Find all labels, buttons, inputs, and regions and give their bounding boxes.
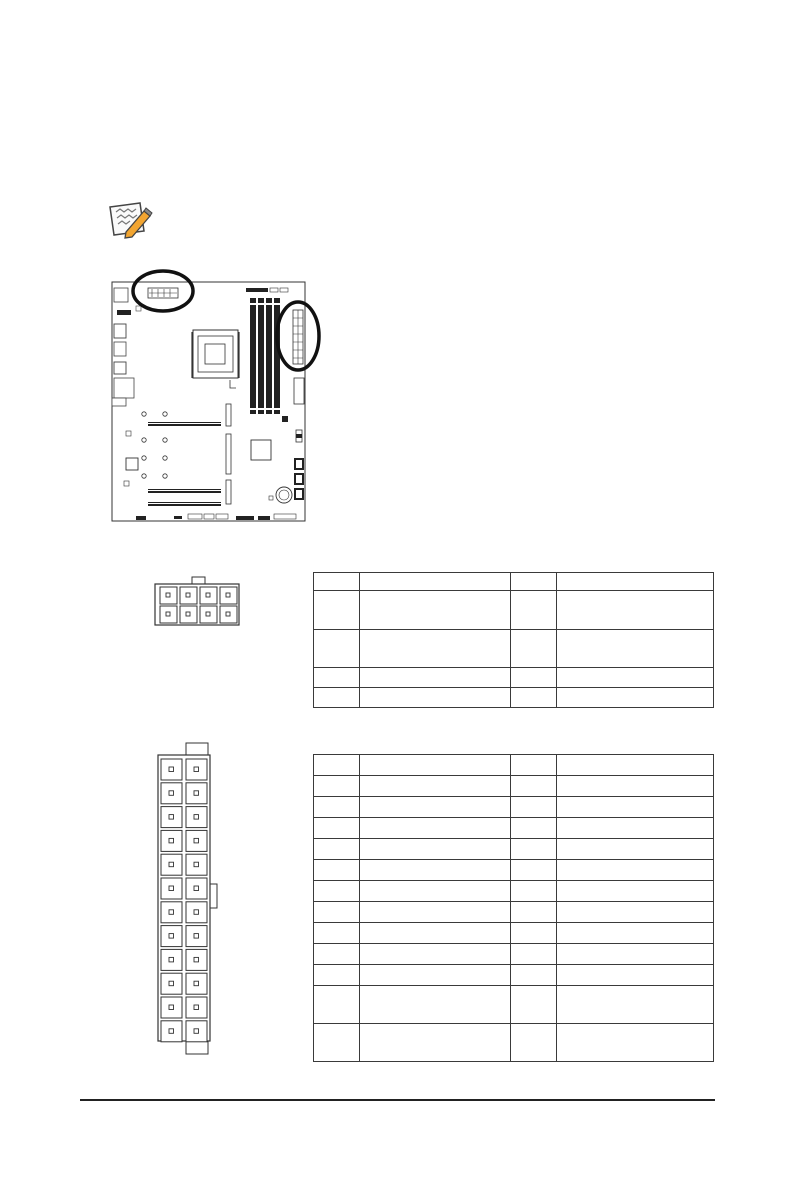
definition-cell [359,688,511,708]
table-row [314,755,714,776]
connector-pin-contact [169,791,174,796]
note-pencil-icon [104,199,154,239]
pin-number-cell [314,1024,360,1062]
definition-cell [359,630,511,668]
definition-cell [557,755,714,776]
connector-pin-contact [169,838,174,843]
table-row [314,944,714,965]
table-row [314,688,714,708]
pin-number-cell [511,860,557,881]
table-row [314,1024,714,1062]
definition-cell [359,923,511,944]
connector-pin-contact [194,981,199,986]
pin-number-cell [511,688,557,708]
pin-number-cell [511,1024,557,1062]
pin-number-cell [314,839,360,860]
connector-pin-contact [169,957,174,962]
pin-number-cell [511,755,557,776]
table-row [314,776,714,797]
pin-number-cell [314,688,360,708]
pin-number-cell [314,755,360,776]
connector-pin-contact [194,957,199,962]
connector-pin-contact [169,886,174,891]
definition-cell [359,573,511,591]
table-row [314,860,714,881]
connector-pin-contact [194,934,199,939]
table-row [314,965,714,986]
connector-pin-contact [169,862,174,867]
pin-number-cell [511,668,557,688]
motherboard-layout-diagram [108,268,328,524]
pin-number-cell [511,965,557,986]
definition-cell [557,591,714,630]
table-row [314,986,714,1024]
pin-number-cell [511,881,557,902]
connector-pin-contact [194,1029,199,1034]
definition-cell [557,881,714,902]
definition-cell [557,688,714,708]
definition-cell [557,986,714,1024]
pin-number-cell [314,944,360,965]
definition-cell [557,630,714,668]
pin-number-cell [511,776,557,797]
definition-cell [359,986,511,1024]
table-row [314,881,714,902]
pin-number-cell [314,923,360,944]
definition-cell [359,839,511,860]
definition-cell [359,860,511,881]
definition-cell [359,818,511,839]
pin-number-cell [314,860,360,881]
definition-cell [557,1024,714,1062]
definition-cell [557,776,714,797]
atx-24pin-connector-icon [155,742,225,1056]
connector-pin-contact [194,886,199,891]
connector-pin-contact [169,910,174,915]
definition-cell [557,797,714,818]
pin-number-cell [314,986,360,1024]
connector-pin-contact [194,1005,199,1010]
connector-pin-contact [169,1005,174,1010]
definition-cell [359,944,511,965]
table-row [314,818,714,839]
connector-pin-contact [194,791,199,796]
definition-cell [557,965,714,986]
table-row [314,668,714,688]
connector-pin-contact [194,815,199,820]
definition-cell [557,573,714,591]
pin-number-cell [314,591,360,630]
pin-number-cell [511,944,557,965]
pin-number-cell [314,881,360,902]
connector-pin-contact [169,981,174,986]
pin-number-cell [314,902,360,923]
pin-number-cell [511,839,557,860]
table-row [314,839,714,860]
pin-number-cell [511,902,557,923]
definition-cell [359,1024,511,1062]
atx-pin-table [313,754,714,1062]
pin-number-cell [314,818,360,839]
atx-12v-8pin-connector-icon [152,575,242,627]
pin-number-cell [511,630,557,668]
table-row [314,923,714,944]
connector-pin-contact [194,910,199,915]
definition-cell [359,591,511,630]
table-row [314,902,714,923]
connector-pin-contact [194,767,199,772]
pin-number-cell [314,630,360,668]
definition-cell [557,902,714,923]
definition-cell [359,776,511,797]
table-row [314,797,714,818]
pin-number-cell [511,573,557,591]
connector-pin-contact [194,862,199,867]
definition-cell [359,668,511,688]
connector-pin-contact [169,815,174,820]
table-row [314,630,714,668]
connector-pin-contact [169,1029,174,1034]
pin-number-cell [314,668,360,688]
table-row [314,573,714,591]
pin-number-cell [511,923,557,944]
table-row [314,591,714,630]
definition-cell [557,839,714,860]
pin-number-cell [314,573,360,591]
pin-number-cell [314,965,360,986]
definition-cell [359,902,511,923]
pin-number-cell [511,986,557,1024]
connector-pin-contact [169,934,174,939]
definition-cell [557,923,714,944]
definition-cell [557,944,714,965]
definition-cell [557,668,714,688]
pin-number-cell [511,591,557,630]
definition-cell [359,755,511,776]
atx-12v-pin-table [313,572,714,708]
pin-number-cell [511,818,557,839]
definition-cell [359,797,511,818]
footer-rule [80,1099,715,1101]
definition-cell [557,818,714,839]
connector-pin-contact [169,767,174,772]
definition-cell [557,860,714,881]
definition-cell [359,965,511,986]
pin-number-cell [511,797,557,818]
pin-number-cell [314,776,360,797]
pin-number-cell [314,797,360,818]
definition-cell [359,881,511,902]
connector-pin-contact [194,838,199,843]
